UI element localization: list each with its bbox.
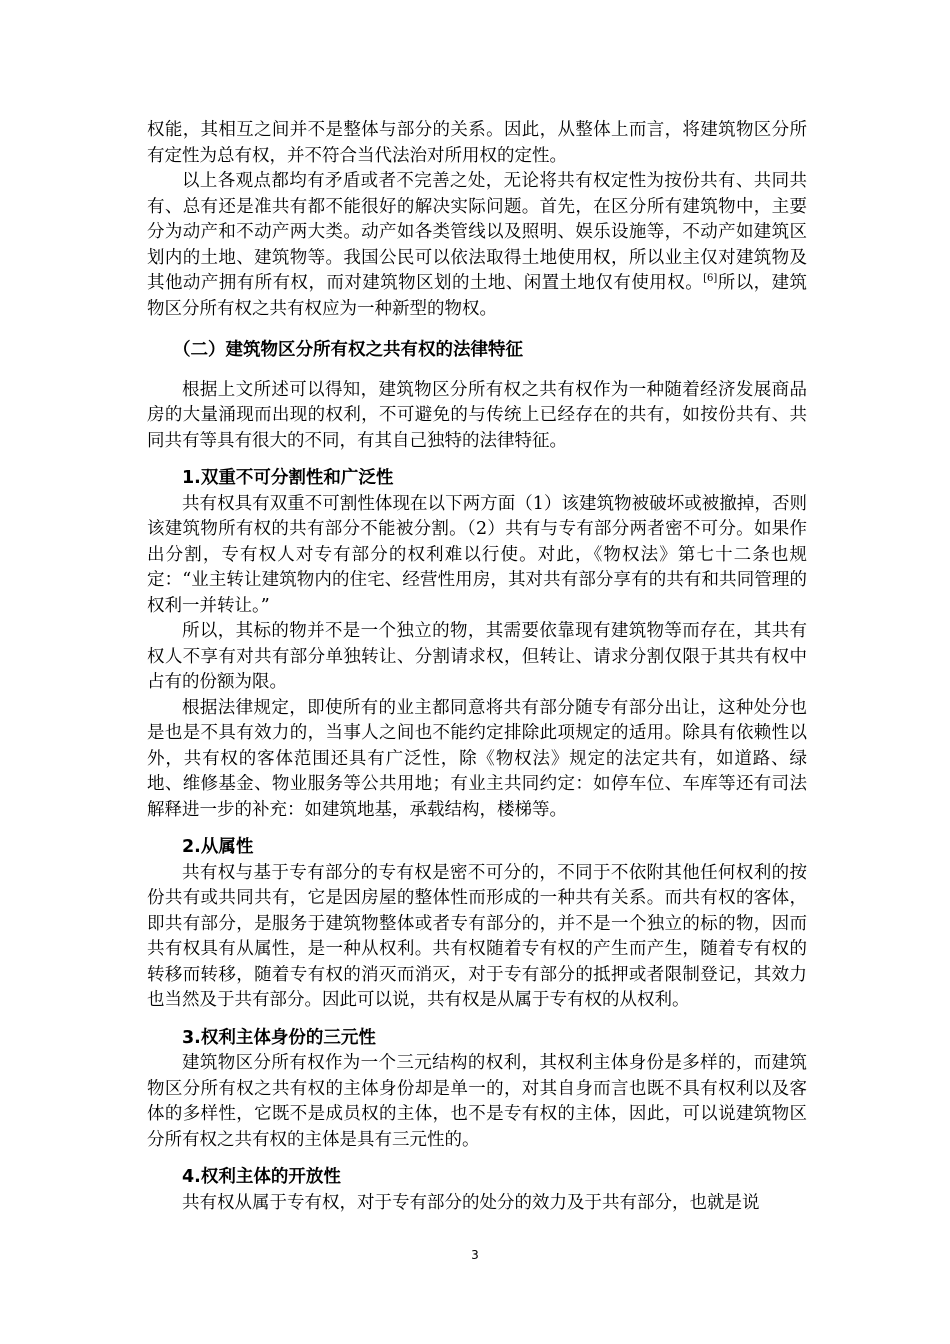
document-body	[147, 118, 807, 1216]
subsection-heading: 4.权利主体的开放性	[182, 1167, 341, 1187]
page-number: 3	[471, 1248, 479, 1262]
paragraph-text: 以上各观点都均有矛盾或者不完善之处，无论将共有权定性为按份共有、共同共有、总有还是准共有都不能很好的解决实际问题。首先，在区分所有建筑物中，主要分为动产和不动产两大类。动产如各类管线以及照明、娱乐设施等，不动产如建筑区划内的土地、建筑物等。我国公民可以依法取得土地使用权，所以业主仅对建筑物及其他动产拥有所有权，而对建筑物区划的土地、闲置土地仅有使用权。	[147, 171, 807, 293]
paragraph: 共有权与基于专有部分的专有权是密不可分的，不同于不依附其他任何权利的按份共有或共同共有，它是因房屋的整体性而形成的一种共有关系。而共有权的客体，即共有部分，是服务于建筑物整体或者专有部分的，并不是一个独立的标的物，因而共有权具有从属性，是一种从权利。共有权随着专有权的产生而产生，随着专有权的转移而转移，随着专有权的消灭而消灭，对于专有部分的抵押或者限制登记，其效力也当然及于共有部分。因此可以说，共有权是从属于专有权的从权利。	[147, 862, 807, 1010]
paragraph: 根据上文所述可以得知，建筑物区分所有权之共有权作为一种随着经济发展商品房的大量涌现而出现的权利，不可避免的与传统上已经存在的共有，如按份共有、共同共有等具有很大的不同，有其自己独特的法律特征。	[147, 379, 807, 451]
paragraph: 建筑物区分所有权作为一个三元结构的权利，其权利主体身份是多样的，而建筑物区分所有权之共有权的主体身份却是单一的，对其自身而言也既不具有权利以及客体的多样性，它既不是成员权的主体，也不是专有权的主体，因此，可以说建筑物区分所有权之共有权的主体是具有三元性的。	[147, 1053, 807, 1150]
paragraph: 权能，其相互之间并不是整体与部分的关系。因此，从整体上而言，将建筑物区分所有定性为总有权，并不符合当代法治对所用权的定性。	[147, 120, 807, 166]
section-heading: （二）建筑物区分所有权之共有权的法律特征	[173, 340, 523, 360]
subsection-heading: 3.权利主体身份的三元性	[182, 1027, 376, 1048]
paragraph-text: 所以，建筑物区分所有权之共有权应为一种新型的物权。	[147, 273, 808, 319]
paragraph: 根据法律规定，即使所有的业主都同意将共有部分随专有部分出让，这种处分也是也是不具有效力的，当事人之间也不能约定排除此项规定的适用。除具有依赖性以外，共有权的客体范围还具有广泛性，除《物权法》规定的法定共有，如道路、绿地、维修基金、物业服务等公共用地；有业主共同约定：如停车位、车库等还有司法解释进一步的补充：如建筑地基，承载结构，楼梯等。	[147, 697, 807, 820]
subsection-heading: 1.双重不可分割性和广泛性	[182, 468, 394, 488]
paragraph: 共有权从属于专有权，对于专有部分的处分的效力及于共有部分，也就是说	[182, 1192, 760, 1213]
paragraph: 所以，其标的物并不是一个独立的物，其需要依靠现有建筑物等而存在，其共有权人不享有对共有部分单独转让、分割请求权，但转让、请求分割仅限于其共有权中占有的份额为限。	[147, 621, 807, 692]
paragraph	[147, 169, 807, 322]
subsection-heading: 2.从属性	[182, 837, 254, 857]
paragraph: 共有权具有双重不可割性体现在以下两方面（1）该建筑物被破坏或被撤掉，否则该建筑物所有权的共有部分不能被分割。（2）共有与专有部分两者密不可分。如果作出分割，专有权人对专有部分的权利难以行使。对此，《物权法》第七十二条也规定：“业主转让建筑物内的住宅、经营性用房，其对共有部分享有的共有和共同管理的权利一并转让。”	[147, 493, 807, 616]
citation-reference: [6]	[703, 273, 718, 285]
